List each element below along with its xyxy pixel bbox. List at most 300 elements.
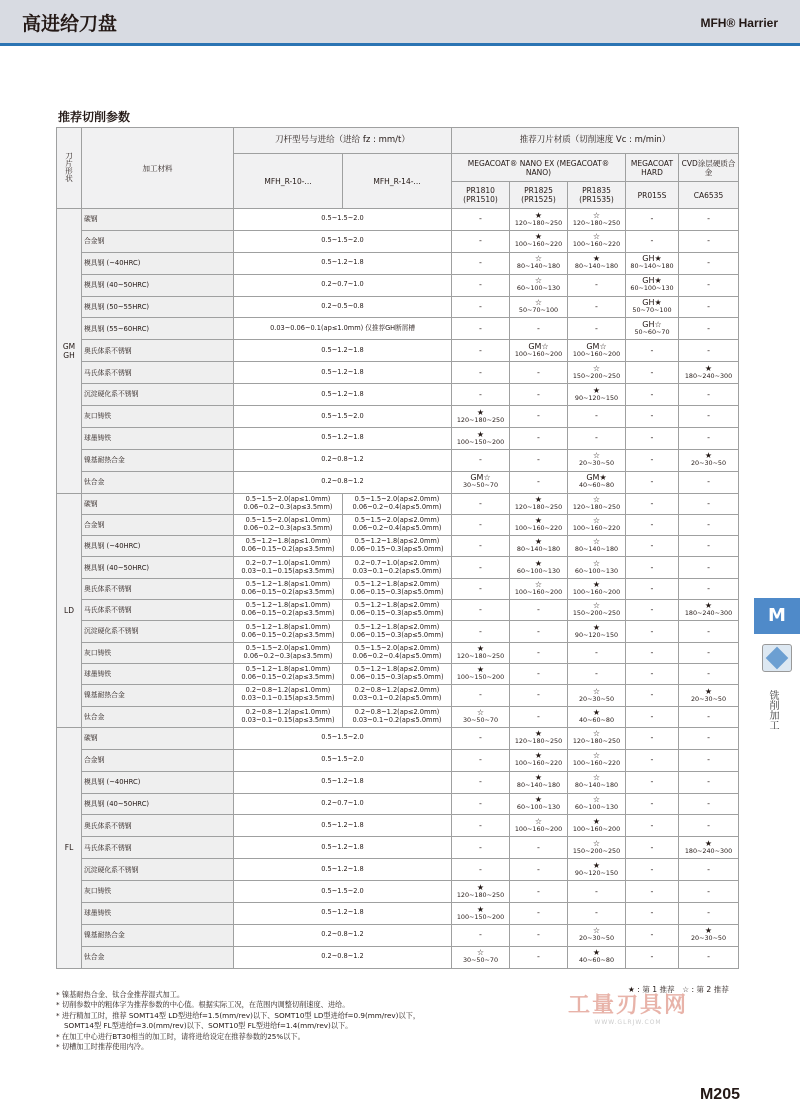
grade-cell: [679, 706, 739, 727]
grade-cell: [679, 427, 739, 449]
cutting-speed: 120~180~250: [514, 737, 563, 746]
grade-cell: [510, 274, 568, 296]
rating-mark: -: [650, 345, 654, 355]
cutting-speed: 100~160~220: [572, 524, 621, 533]
grade-cell: [679, 815, 739, 837]
rating-mark: -: [479, 930, 482, 940]
cutting-speed: 20~30~50: [690, 934, 727, 943]
material-cell: 镍基耐热合金: [82, 685, 234, 706]
grade-cell: [568, 274, 626, 296]
grade-pr1810: PR1810 (PR1510): [452, 182, 510, 209]
rating-mark: -: [537, 952, 540, 962]
material-cell: 马氏体系不锈钢: [82, 362, 234, 384]
rating-mark: -: [479, 214, 482, 224]
grade-cell: [568, 663, 626, 684]
rating-mark: -: [650, 541, 654, 551]
watermark-url: WWW.GLRJW.COM: [594, 1019, 662, 1026]
grade-cell: [626, 837, 679, 859]
rating-mark: GM☆: [586, 341, 607, 351]
grade-cell: [510, 296, 568, 318]
grade-cell: [568, 706, 626, 727]
material-cell: 镍基耐热合金: [82, 449, 234, 471]
rating-mark: -: [650, 777, 654, 787]
cutting-speed: 90~120~150: [574, 868, 619, 877]
rating-mark: -: [707, 908, 710, 918]
rating-mark: -: [537, 389, 540, 399]
grade-cell: [679, 881, 739, 903]
cutting-speed: 80~140~180: [574, 262, 619, 271]
footnote: * 进行精加工时，推荐 SOMT14型 LD型进给f=1.5(mm/rev)以下、SOMT10型 LD型进给f=0.9(mm/rev)以下，: [56, 1010, 421, 1020]
grade-cell: [679, 384, 739, 406]
megacoat-nano-header: MEGACOAT® NANO EX (MEGACOAT® NANO): [452, 154, 626, 182]
grade-cell: [679, 924, 739, 946]
rating-mark: -: [650, 886, 654, 896]
cutting-speed: 100~160~220: [514, 240, 563, 249]
rating-mark: ★: [592, 254, 601, 264]
grade-cell: [568, 209, 626, 231]
rating-mark: ☆: [592, 601, 601, 611]
feed-cell: 0.5~1.5~2.0: [234, 230, 452, 252]
shape-cell: LD: [57, 493, 82, 727]
table-row: [57, 837, 739, 859]
grade-cell: [626, 536, 679, 557]
grade-cell: [626, 706, 679, 727]
material-cell: 合金钢: [82, 749, 234, 771]
cutting-speed: 150~200~250: [572, 846, 621, 855]
cutting-speed: 60~100~130: [516, 284, 561, 293]
feed-cell: 0.2~0.8~1.2(ap≤2.0mm) 0.03~0.1~0.2(ap≤5.0mm): [343, 685, 452, 706]
cutting-speed: 100~160~200: [572, 825, 621, 833]
grade-cell: [626, 340, 679, 362]
rating-mark: -: [707, 669, 710, 679]
cutting-speed: 120~180~250: [456, 890, 505, 899]
grade-cell: [679, 493, 739, 514]
grade-cell: [568, 881, 626, 903]
rating-mark: -: [650, 690, 654, 700]
grade-cell: [679, 837, 739, 859]
rating-mark: ★: [534, 232, 543, 242]
cutting-speed: 20~30~50: [578, 934, 615, 943]
rating-mark: ☆: [592, 537, 601, 547]
grade-cell: [452, 340, 510, 362]
rating-mark: ★: [534, 729, 543, 739]
shape-cell: GM GH: [57, 209, 82, 494]
grade-cell: [568, 449, 626, 471]
rating-mark: -: [537, 433, 540, 443]
rating-mark: -: [479, 755, 482, 765]
rating-mark: -: [479, 583, 482, 593]
grade-cell: [452, 514, 510, 535]
cutting-speed: 50~70~100: [632, 306, 672, 315]
cutting-speed: 100~150~200: [456, 437, 505, 446]
rating-mark: -: [537, 455, 540, 465]
rating-mark: -: [479, 258, 482, 268]
feed-cell: 0.5~1.5~2.0: [234, 749, 452, 771]
rating-mark: -: [650, 214, 654, 224]
grade-cell: [568, 578, 626, 599]
rating-mark: -: [707, 755, 710, 765]
grade-cell: [452, 859, 510, 881]
grade-cell: [626, 771, 679, 793]
rating-mark: -: [650, 389, 654, 399]
cutting-speed: 50~70~100: [518, 306, 559, 315]
grade-cell: [679, 600, 739, 621]
shape-header: 刀片形状: [57, 128, 82, 209]
feed-cell: 0.2~0.8~1.2: [234, 946, 452, 968]
grade-pr1825: PR1825 (PR1525): [510, 182, 568, 209]
rating-mark: -: [707, 798, 710, 808]
rating-mark: -: [650, 908, 654, 918]
cutting-speed: 40~60~80: [578, 481, 615, 490]
rating-mark: ★: [704, 363, 713, 373]
rating-mark: -: [479, 605, 482, 615]
cutting-speed: 120~180~250: [572, 737, 621, 746]
grade-cell: [679, 230, 739, 252]
rating-mark: ★: [476, 407, 485, 417]
material-cell: 奥氏体系不锈钢: [82, 340, 234, 362]
rating-mark: ★: [534, 210, 543, 220]
rating-mark: -: [707, 562, 710, 572]
grade-cell: [452, 493, 510, 514]
material-cell: 模具钢 (~40HRC): [82, 536, 234, 557]
table-row: [57, 859, 739, 881]
cutting-speed: 100~160~220: [514, 759, 563, 768]
rating-mark: -: [479, 820, 482, 830]
grade-cell: [626, 924, 679, 946]
table-row: [57, 771, 739, 793]
rating-mark: ☆: [592, 751, 601, 761]
rating-mark: -: [707, 323, 710, 333]
grade-cell: [452, 771, 510, 793]
rating-mark: ☆: [592, 210, 601, 220]
cutting-speed: 120~180~250: [572, 502, 621, 511]
grade-cell: [568, 600, 626, 621]
grade-cell: [510, 881, 568, 903]
table-row: [57, 685, 739, 706]
grade-cell: [452, 296, 510, 318]
grade-cell: [452, 230, 510, 252]
cutting-speed: 90~120~150: [574, 393, 619, 402]
feed-cell: 0.5~1.2~1.8: [234, 815, 452, 837]
rating-mark: ★: [534, 537, 543, 547]
grade-cell: [510, 427, 568, 449]
rating-mark: ☆: [534, 298, 543, 308]
grade-cell: [568, 536, 626, 557]
cutting-speed: 80~140~180: [574, 781, 619, 790]
cutting-speed: 100~150~200: [456, 673, 505, 682]
rating-mark: ★: [476, 643, 485, 653]
grade-cell: [510, 946, 568, 968]
rating-mark: ★: [476, 882, 485, 892]
table-row: [57, 296, 739, 318]
table-row: [57, 318, 739, 340]
rating-mark: -: [537, 690, 540, 700]
page-title: 高进给刀盘: [22, 13, 118, 35]
table-row: [57, 600, 739, 621]
grade-cell: [679, 621, 739, 642]
feed-cell: 0.2~0.7~1.0: [234, 274, 452, 296]
rating-mark: ☆: [534, 254, 543, 264]
feed-cell: 0.5~1.5~2.0: [234, 881, 452, 903]
grade-cell: [452, 749, 510, 771]
rating-mark: -: [479, 389, 482, 399]
grade-cell: [679, 296, 739, 318]
rating-mark: -: [707, 258, 710, 268]
grade-cell: [510, 642, 568, 663]
rating-mark: GH☆: [642, 320, 662, 330]
shape-cell: FL: [57, 727, 82, 968]
rating-mark: ☆: [592, 838, 601, 848]
rating-mark: ☆: [592, 686, 601, 696]
grade-cell: [626, 642, 679, 663]
rating-mark: -: [650, 605, 654, 615]
rating-mark: GM★: [586, 473, 607, 483]
feed-cell: 0.2~0.8~1.2: [234, 449, 452, 471]
material-cell: 球墨铸铁: [82, 427, 234, 449]
rating-mark: -: [537, 842, 540, 852]
cutting-speed: 100~160~220: [572, 759, 621, 768]
rating-mark: GH★: [642, 254, 662, 264]
table-row: [57, 427, 739, 449]
grade-cell: [510, 209, 568, 231]
grade-cell: [679, 642, 739, 663]
rating-mark: ★: [592, 707, 601, 717]
rating-mark: -: [650, 820, 654, 830]
grade-cell: [626, 793, 679, 815]
material-cell: 钛合金: [82, 471, 234, 493]
table-row: [57, 252, 739, 274]
table-row: [57, 902, 739, 924]
cutting-speed: 30~50~70: [462, 956, 499, 965]
rating-mark: -: [479, 626, 482, 636]
holder-10-header: MFH_R-10-...: [234, 154, 343, 209]
grade-cell: [510, 362, 568, 384]
rating-mark: ☆: [592, 773, 601, 783]
grade-cell: [679, 252, 739, 274]
material-cell: 碳钢: [82, 727, 234, 749]
grade-cell: [452, 600, 510, 621]
feed-cell: 0.5~1.2~1.8: [234, 252, 452, 274]
table-row: [57, 340, 739, 362]
table-row: [57, 514, 739, 535]
grade-cell: [452, 362, 510, 384]
rating-mark: -: [595, 280, 598, 290]
grade-cell: [568, 771, 626, 793]
rating-mark: ☆: [534, 580, 543, 590]
grade-cell: [679, 274, 739, 296]
rating-mark: ★: [704, 451, 713, 461]
table-row: [57, 557, 739, 578]
material-cell: 合金钢: [82, 230, 234, 252]
grade-cell: [568, 406, 626, 428]
rating-mark: -: [707, 886, 710, 896]
cutting-speed: 100~160~220: [572, 240, 621, 249]
rating-mark: -: [707, 777, 710, 787]
rating-mark: -: [707, 477, 710, 487]
material-cell: 模具钢 (55~60HRC): [82, 318, 234, 340]
rating-mark: -: [479, 498, 482, 508]
feed-cell: 0.5~1.5~2.0(ap≤2.0mm) 0.06~0.2~0.4(ap≤5.0mm): [343, 514, 452, 535]
grade-cell: [452, 621, 510, 642]
grade-cell: [510, 924, 568, 946]
footnote: * 切槽加工时推荐使用内冷。: [56, 1042, 149, 1052]
rating-mark: -: [650, 367, 654, 377]
grade-cell: [679, 209, 739, 231]
material-cell: 模具钢 (~40HRC): [82, 252, 234, 274]
grade-cell: [452, 815, 510, 837]
rating-mark: -: [650, 798, 654, 808]
rating-mark: -: [537, 411, 540, 421]
rating-mark: GH★: [642, 298, 662, 308]
feed-cell: 0.5~1.2~1.8(ap≤1.0mm) 0.06~0.15~0.2(ap≤3.5mm): [234, 536, 343, 557]
material-cell: 灰口铸铁: [82, 642, 234, 663]
rating-mark: ★: [704, 926, 713, 936]
rating-mark: -: [595, 411, 598, 421]
grade-cell: [679, 362, 739, 384]
grade-cell: [679, 902, 739, 924]
cutting-speed: 100~160~200: [572, 588, 621, 597]
cutting-speed: 120~180~250: [514, 218, 563, 227]
grade-cell: [626, 815, 679, 837]
rating-mark: -: [479, 367, 482, 377]
cutting-speed: 180~240~300: [684, 609, 733, 618]
grade-cell: [626, 600, 679, 621]
section-title: 推荐切削参数: [58, 110, 131, 124]
brand-name: MFH® Harrier: [700, 16, 778, 30]
grade-cell: [679, 749, 739, 771]
grade-cell: [510, 557, 568, 578]
cutting-speed: 60~100~130: [574, 566, 619, 575]
grade-cell: [679, 771, 739, 793]
rating-mark: -: [595, 433, 598, 443]
grade-cell: [568, 837, 626, 859]
grade-cell: [452, 557, 510, 578]
cutting-speed: 80~140~180: [516, 545, 561, 554]
material-cell: 镍基耐热合金: [82, 924, 234, 946]
rating-mark: -: [479, 236, 482, 246]
rating-mark: -: [650, 864, 654, 874]
page-header: [0, 0, 800, 46]
grade-cell: [679, 859, 739, 881]
rating-mark: -: [537, 908, 540, 918]
rating-mark: -: [650, 411, 654, 421]
cutting-speed: 60~100~130: [574, 803, 619, 812]
rating-mark: -: [537, 477, 540, 487]
feed-cell: 0.5~1.2~1.8(ap≤2.0mm) 0.06~0.15~0.3(ap≤5.0mm): [343, 621, 452, 642]
table-row: [57, 362, 739, 384]
side-tab-label: 铣削加工: [767, 690, 778, 730]
rating-mark: -: [537, 367, 540, 377]
side-tab[interactable]: M: [754, 598, 800, 634]
cutting-speed: 150~200~250: [572, 609, 621, 618]
grade-cell: [568, 727, 626, 749]
cutting-speed: 40~60~80: [578, 715, 615, 724]
grade-cell: [568, 902, 626, 924]
rating-mark: GM☆: [470, 473, 491, 483]
rating-mark: -: [537, 605, 540, 615]
rating-mark: ★: [592, 948, 601, 958]
rating-mark: -: [707, 626, 710, 636]
rating-mark: -: [650, 733, 654, 743]
feed-cell: 0.5~1.5~2.0: [234, 209, 452, 231]
table-row: [57, 621, 739, 642]
feed-cell: 0.2~0.7~1.0(ap≤2.0mm) 0.03~0.1~0.2(ap≤5.0mm): [343, 557, 452, 578]
feed-cell: 0.2~0.7~1.0(ap≤1.0mm) 0.03~0.1~0.15(ap≤3.5mm): [234, 557, 343, 578]
grade-cell: [568, 471, 626, 493]
material-header: 加工材料: [82, 128, 234, 209]
rating-mark: ☆: [592, 451, 601, 461]
grade-cell: [510, 727, 568, 749]
grade-cell: [568, 514, 626, 535]
cutting-speed: 120~180~250: [456, 651, 505, 660]
cutting-speed: 20~30~50: [578, 694, 615, 703]
grade-cell: [510, 815, 568, 837]
rating-mark: ★: [592, 580, 601, 590]
rating-mark: -: [707, 583, 710, 593]
grade-cell: [626, 209, 679, 231]
material-cell: 模具钢 (40~50HRC): [82, 557, 234, 578]
rating-mark: -: [707, 498, 710, 508]
cutting-speed: 40~60~80: [578, 956, 615, 965]
grade-cell: [452, 837, 510, 859]
cutting-speed: 80~140~180: [574, 545, 619, 554]
rating-mark: GM☆: [528, 341, 549, 351]
grade-cell: [452, 902, 510, 924]
grade-cell: [452, 318, 510, 340]
feed-cell: 0.5~1.5~2.0(ap≤2.0mm) 0.06~0.2~0.4(ap≤5.0mm): [343, 493, 452, 514]
table-row: [57, 815, 739, 837]
rating-mark: -: [650, 755, 654, 765]
grade-cell: [452, 793, 510, 815]
rating-mark: -: [479, 842, 482, 852]
feed-cell: 0.5~1.2~1.8: [234, 362, 452, 384]
milling-insert-icon: [762, 644, 792, 672]
feed-cell: 0.2~0.7~1.0: [234, 793, 452, 815]
grade-cell: [510, 514, 568, 535]
grade-cell: [510, 578, 568, 599]
rating-mark: ☆: [592, 494, 601, 504]
feed-cell: 0.5~1.2~1.8: [234, 384, 452, 406]
grade-cell: [568, 793, 626, 815]
grade-cell: [679, 406, 739, 428]
rating-mark: -: [707, 280, 710, 290]
rating-mark: -: [707, 733, 710, 743]
grade-cell: [510, 471, 568, 493]
rating-mark: -: [707, 711, 710, 721]
grade-cell: [510, 252, 568, 274]
grade-cell: [626, 318, 679, 340]
grade-cell: [452, 471, 510, 493]
rating-mark: -: [537, 669, 540, 679]
rating-mark: -: [479, 345, 482, 355]
rating-mark: -: [650, 647, 654, 657]
material-cell: 钛合金: [82, 946, 234, 968]
cutting-speed: 30~50~70: [462, 481, 499, 490]
feed-cell: 0.2~0.8~1.2: [234, 924, 452, 946]
cutting-speed: 80~140~180: [630, 262, 674, 271]
rating-mark: ★: [534, 558, 543, 568]
cutting-speed: 50~60~70: [634, 328, 670, 337]
grade-cell: [510, 793, 568, 815]
rating-mark: ★: [704, 686, 713, 696]
grade-cell: [626, 685, 679, 706]
grade-cell: [626, 274, 679, 296]
material-cell: 马氏体系不锈钢: [82, 837, 234, 859]
rating-mark: ☆: [592, 558, 601, 568]
grade-cell: [510, 621, 568, 642]
grade-cell: [510, 600, 568, 621]
grade-ca6535: CA6535: [679, 182, 739, 209]
